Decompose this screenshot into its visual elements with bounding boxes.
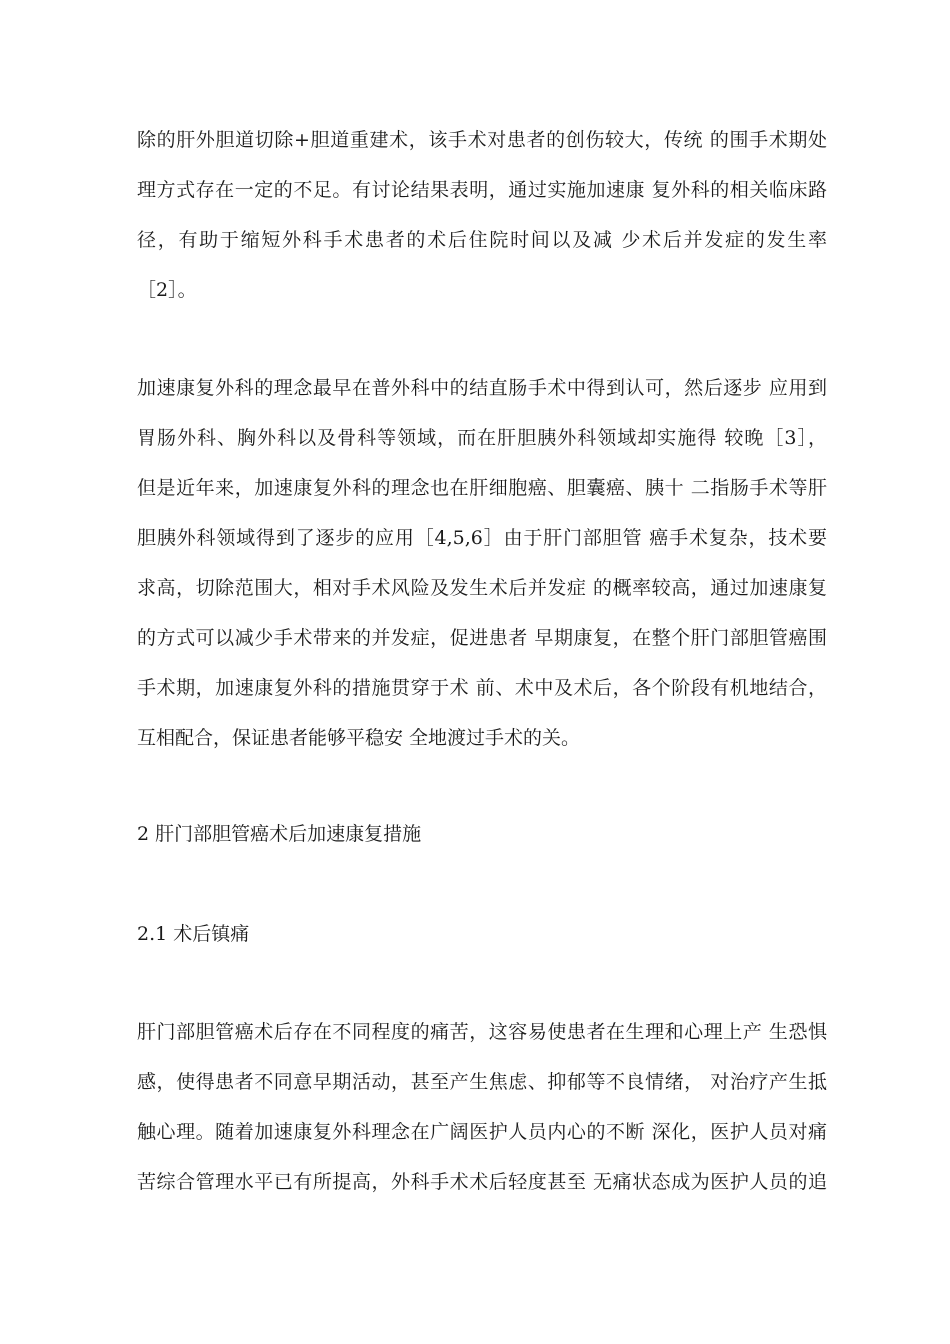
paragraph-line: 胃肠外科、胸外科以及骨科等领域，而在肝胆胰外科领域却实施得 较晚［3］， bbox=[137, 427, 827, 449]
paragraph-line: 加速康复外科的理念最早在普外科中的结直肠手术中得到认可，然后逐步 应用到 bbox=[137, 377, 827, 399]
paragraph-line: 手术期，加速康复外科的措施贯穿于术 前、术中及术后，各个阶段有机地结合， bbox=[137, 677, 827, 699]
paragraph-line: 但是近年来，加速康复外科的理念也在肝细胞癌、胆囊癌、胰十 二指肠手术等肝 bbox=[137, 477, 827, 499]
paragraph-line: 苦综合管理水平已有所提高，外科手术术后轻度甚至 无痛状态成为医护人员的追 bbox=[137, 1171, 827, 1193]
section-heading-2-1: 2.1 术后镇痛 bbox=[137, 923, 250, 945]
paragraph-line: ［2］。 bbox=[137, 279, 197, 301]
paragraph-line: 求高，切除范围大，相对手术风险及发生术后并发症 的概率较高，通过加速康复 bbox=[137, 577, 827, 599]
paragraph-line: 感，使得患者不同意早期活动，甚至产生焦虑、抑郁等不良情绪， 对治疗产生抵 bbox=[137, 1071, 827, 1093]
paragraph-line: 除的肝外胆道切除+胆道重建术，该手术对患者的创伤较大，传统 的围手术期处 bbox=[137, 129, 827, 151]
paragraph-line: 径，有助于缩短外科手术患者的术后住院时间以及减 少术后并发症的发生率 bbox=[137, 229, 827, 251]
section-heading-2: 2 肝门部胆管癌术后加速康复措施 bbox=[137, 823, 422, 845]
paragraph-line: 理方式存在一定的不足。有讨论结果表明，通过实施加速康 复外科的相关临床路 bbox=[137, 179, 827, 201]
paragraph-line: 胆胰外科领域得到了逐步的应用［4,5,6］由于肝门部胆管 癌手术复杂，技术要 bbox=[137, 527, 827, 549]
paragraph-line: 触心理。随着加速康复外科理念在广阔医护人员内心的不断 深化，医护人员对痛 bbox=[137, 1121, 827, 1143]
paragraph-line: 的方式可以减少手术带来的并发症，促进患者 早期康复，在整个肝门部胆管癌围 bbox=[137, 627, 827, 649]
paragraph-line: 互相配合，保证患者能够平稳安 全地渡过手术的关。 bbox=[137, 727, 581, 749]
paragraph-line: 肝门部胆管癌术后存在不同程度的痛苦，这容易使患者在生理和心理上产 生恐惧 bbox=[137, 1021, 827, 1043]
